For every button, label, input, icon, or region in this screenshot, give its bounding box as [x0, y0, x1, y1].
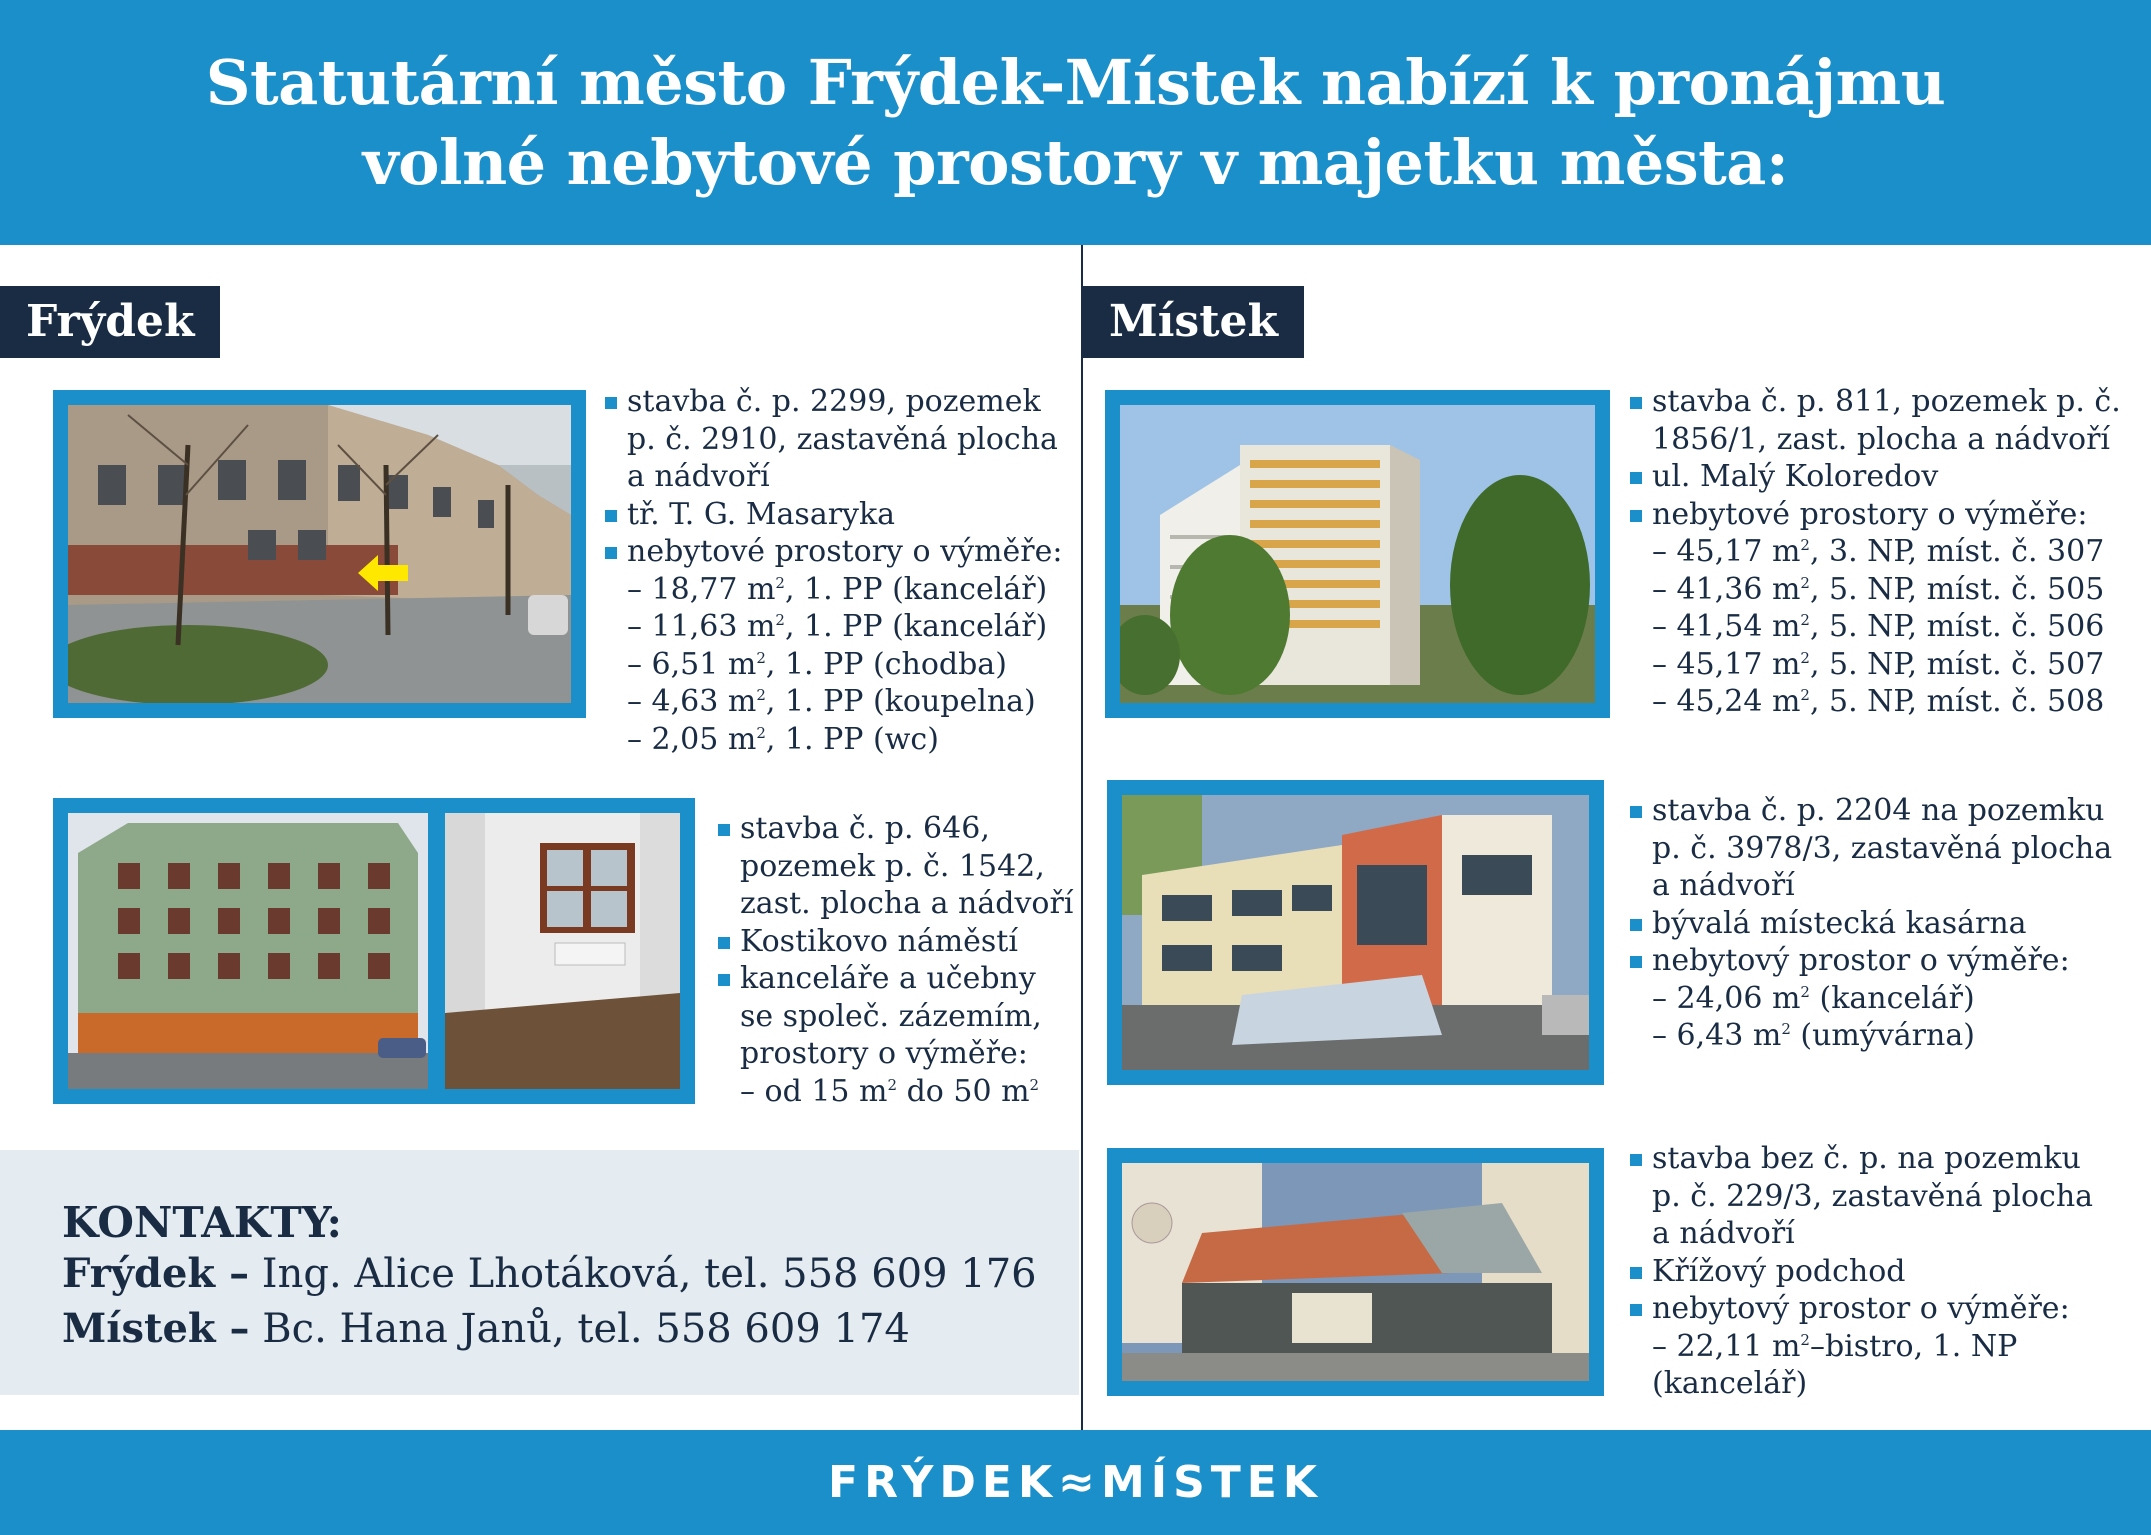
photo-podchod-building [1122, 1163, 1589, 1381]
photo-kasarna-building [1122, 795, 1589, 1070]
info-line: pozemek p. č. 1542, [740, 848, 1045, 884]
area-item: – 41,36 $m^2$, 5. NP, míst. č. 505 [1652, 571, 2105, 607]
page-header [0, 0, 2151, 245]
area-item: – 18,77 $m^2$, 1. PP (kancelář) [627, 571, 1048, 607]
city-logo: FRÝDEK≈MÍSTEK [828, 1457, 1323, 1508]
headline-line-2: volné nebytové prostory v majetku města: [362, 125, 1789, 199]
info-line: kanceláře a učebny [718, 960, 1073, 998]
headline-line-1: Statutární město Frýdek-Místek nabízí k pronájmu [205, 45, 1946, 119]
area-item: – 41,54 $m^2$, 5. NP, míst. č. 506 [1652, 609, 2105, 644]
photo-kostikovo-interior [445, 813, 680, 1089]
info-line: nebytové prostory o výměře: [1630, 496, 2121, 534]
area-item: – 22,11 $m^2$–bistro, 1. NP [1652, 1328, 2018, 1364]
area-item: – 6,51 $m^2$, 1. PP (chodba) [627, 646, 1007, 682]
photo-frame-koloredov [1105, 390, 1610, 718]
info-street: tř. T. G. Masaryka [605, 496, 1062, 534]
info-line: zast. plocha a nádvoří [740, 886, 1074, 921]
section-tag-mistek: Místek [1083, 286, 1304, 358]
info-line: a nádvoří [1652, 868, 1795, 903]
area-item: – 6,43 $m^2$ (umývárna) [1652, 1018, 1975, 1053]
info-street: Křížový podchod [1630, 1253, 2093, 1291]
info-line: a nádvoří [627, 459, 770, 494]
info-line: se společ. zázemím, [740, 998, 1042, 1034]
area-item: – 4,63 $m^2$, 1. PP (koupelna) [627, 684, 1036, 719]
photo-kostikovo-building [68, 813, 428, 1089]
info-line: p. č. 229/3, zastavěná plocha [1652, 1178, 2094, 1214]
info-line: stavba č. p. 2204 na pozemku [1630, 792, 2112, 830]
column-divider [1081, 245, 1083, 1430]
frydek-item-2-info [718, 810, 1073, 1110]
contact-frydek: Frýdek – Ing. Alice Lhotáková, tel. 558 609 176 [62, 1250, 1037, 1297]
info-line: stavba bez č. p. na pozemku [1630, 1140, 2093, 1178]
info-line: stavba č. p. 2299, pozemek [605, 383, 1062, 421]
info-line: stavba č. p. 646, [718, 810, 1073, 848]
info-line: p. č. 2910, zastavěná plocha [627, 421, 1058, 457]
info-line: nebytové prostory o výměře: [605, 533, 1062, 571]
page-footer [0, 1430, 2151, 1535]
info-line: (kancelář) [1652, 1366, 1808, 1401]
photo-frame-kostikovo [53, 798, 695, 1104]
photo-masaryka-street [68, 405, 571, 703]
info-line: bývalá místecká kasárna [1630, 905, 2112, 943]
frydek-item-1-info [605, 383, 1062, 758]
contact-mistek: Místek – Bc. Hana Janů, tel. 558 609 174 [62, 1305, 910, 1352]
info-line: stavba č. p. 811, pozemek p. č. [1630, 383, 2121, 421]
mistek-item-1-info [1630, 383, 2121, 721]
area-item: – 45,24 $m^2$, 5. NP, míst. č. 508 [1652, 684, 2105, 719]
photo-koloredov-tower [1120, 405, 1595, 703]
photo-frame-kasarna [1107, 780, 1604, 1085]
mistek-item-3-info [1630, 1140, 2093, 1403]
area-range: – od 15 $m^2$ do 50 $m^2$ [740, 1073, 1040, 1109]
area-item: – 24,06 $m^2$ (kancelář) [1652, 980, 1975, 1016]
info-street: Kostikovo náměstí [718, 923, 1073, 961]
photo-frame-masaryka [53, 390, 586, 718]
contacts-title: KONTAKTY: [62, 1198, 342, 1247]
area-item: – 45,17 $m^2$, 3. NP, míst. č. 307 [1652, 534, 2105, 569]
info-line: prostory o výměře: [740, 1036, 1028, 1071]
info-line: nebytový prostor o výměře: [1630, 1290, 2093, 1328]
photo-frame-podchod [1107, 1148, 1604, 1396]
area-item: – 2,05 $m^2$, 1. PP (wc) [627, 721, 939, 757]
info-line: nebytový prostor o výměře: [1630, 942, 2112, 980]
info-street: ul. Malý Koloredov [1630, 458, 2121, 496]
mistek-item-2-info [1630, 792, 2112, 1055]
area-item: – 45,17 $m^2$, 5. NP, míst. č. 507 [1652, 646, 2105, 682]
contacts-panel [0, 1150, 1079, 1395]
area-item: – 11,63 $m^2$, 1. PP (kancelář) [627, 609, 1048, 644]
info-line: p. č. 3978/3, zastavěná plocha [1652, 830, 2113, 866]
info-line: a nádvoří [1652, 1216, 1795, 1251]
section-tag-frydek: Frýdek [0, 286, 220, 358]
info-line: 1856/1, zast. plocha a nádvoří [1652, 421, 2111, 457]
